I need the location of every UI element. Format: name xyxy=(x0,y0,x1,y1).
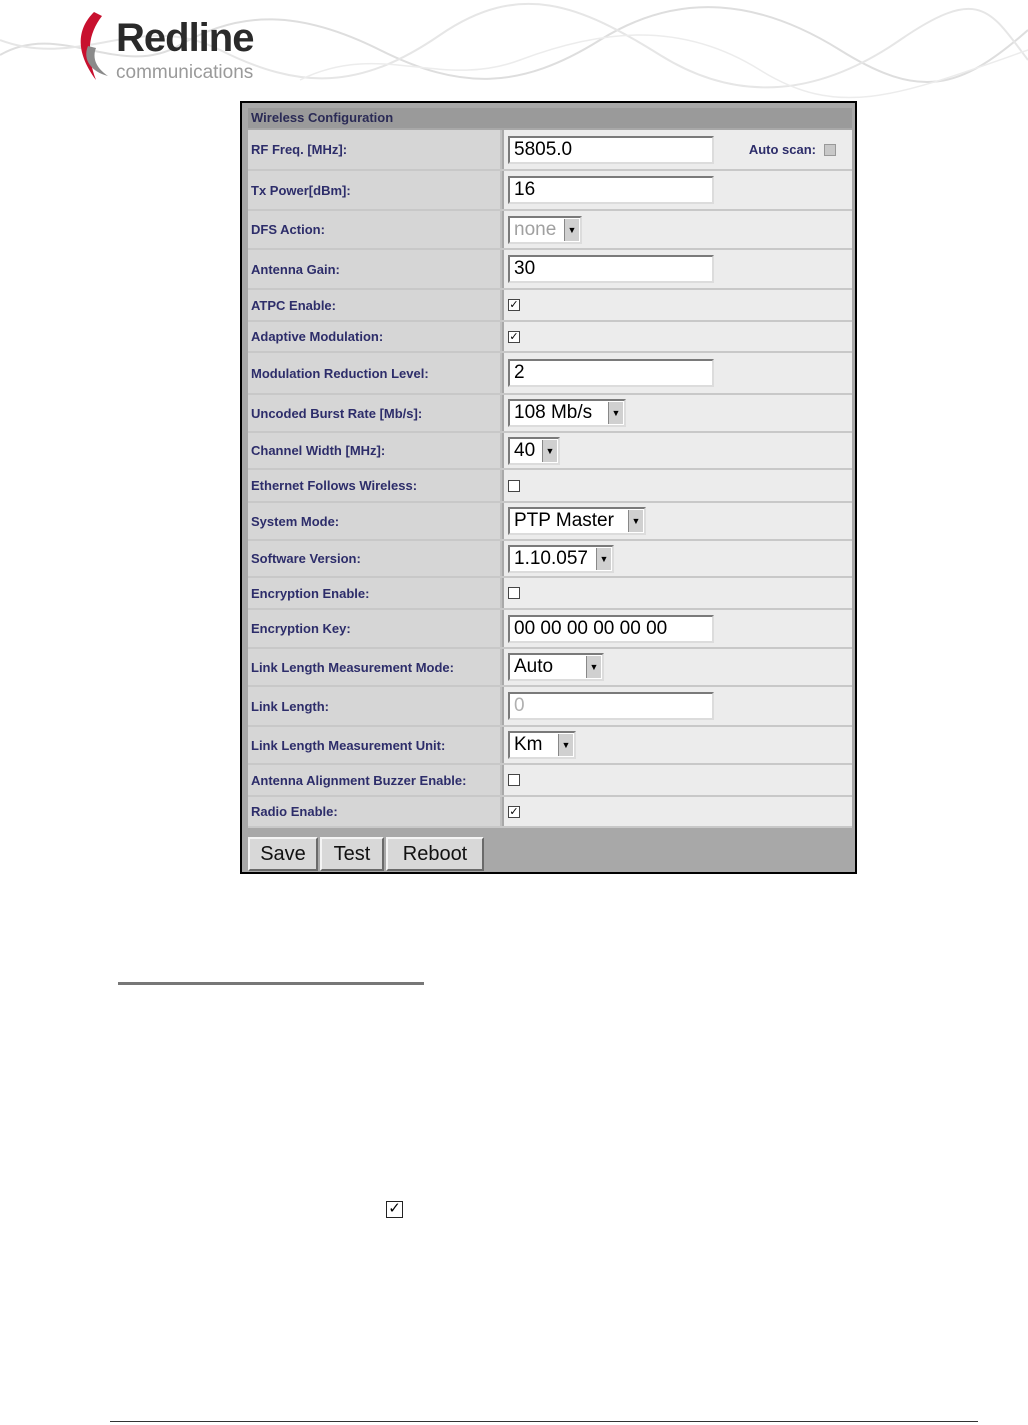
encryption-enable-checkbox[interactable] xyxy=(508,587,520,599)
config-row-antenna-gain xyxy=(248,250,852,290)
config-row-adaptive-modulation xyxy=(248,322,852,353)
config-row-modulation-reduction-level xyxy=(248,353,852,395)
channel-width-select[interactable] xyxy=(508,437,560,465)
config-row-ethernet-follows-wireless xyxy=(248,470,852,503)
field-label: Tx Power[dBm]: xyxy=(248,171,502,209)
field-value-cell xyxy=(504,649,852,685)
atpc-enable-checkbox[interactable]: ✓ xyxy=(509,299,519,311)
field-label: Radio Enable: xyxy=(248,797,502,826)
adaptive-modulation-checkbox[interactable]: ✓ xyxy=(509,330,519,343)
config-row-channel-width xyxy=(248,433,852,470)
config-row-encryption-enable xyxy=(248,578,852,610)
config-row-link-length-measurement-mode xyxy=(248,649,852,687)
field-value-cell xyxy=(504,250,852,288)
select-value: PTP Master xyxy=(514,510,614,531)
link-length-measurement-mode-select[interactable] xyxy=(508,653,604,681)
chevron-down-icon[interactable]: ▼ xyxy=(558,734,573,756)
chevron-down-icon[interactable]: ▼ xyxy=(564,219,579,241)
select-value: 108 Mb/s xyxy=(514,402,593,423)
config-row-rf-freq xyxy=(248,130,852,171)
field-label: Encryption Key: xyxy=(248,610,502,647)
config-row-link-length-measurement-unit xyxy=(248,727,852,765)
section-divider xyxy=(118,982,424,985)
brand-tagline: communications xyxy=(116,62,254,83)
redline-logo-swoosh-icon xyxy=(68,10,118,82)
field-label: Link Length Measurement Mode: xyxy=(248,649,502,685)
config-rows xyxy=(248,130,852,828)
config-row-software-version xyxy=(248,541,852,578)
field-label: Antenna Gain: xyxy=(248,250,502,288)
save-button[interactable]: Save xyxy=(248,837,318,871)
field-value-cell xyxy=(504,610,852,647)
software-version-select[interactable] xyxy=(508,545,614,573)
footer-divider xyxy=(110,1421,978,1422)
select-value: Km xyxy=(514,734,543,755)
field-label: Adaptive Modulation: xyxy=(248,322,502,351)
page-header xyxy=(0,0,1028,100)
modulation-reduction-level-input[interactable]: 2 xyxy=(508,359,714,387)
chevron-down-icon[interactable]: ▼ xyxy=(628,510,643,532)
rf-freq-input[interactable]: 5805.0 xyxy=(508,136,714,164)
uncoded-burst-rate-select[interactable] xyxy=(508,399,626,427)
select-value: 40 xyxy=(514,439,536,461)
auto-scan-checkbox[interactable] xyxy=(824,144,836,156)
tx-power-input[interactable]: 16 xyxy=(508,176,714,204)
field-value-cell xyxy=(504,395,852,431)
field-label: Link Length: xyxy=(248,687,502,725)
field-label: ATPC Enable: xyxy=(248,290,502,320)
field-label: RF Freq. [MHz]: xyxy=(248,130,502,169)
field-value-cell xyxy=(504,541,852,576)
dfs-action-select xyxy=(508,216,582,244)
field-label: Encryption Enable: xyxy=(248,578,502,608)
field-value-cell xyxy=(504,130,852,169)
field-value-cell xyxy=(504,322,852,351)
config-row-link-length xyxy=(248,687,852,727)
field-value-cell xyxy=(504,727,852,763)
link-length-measurement-unit-select[interactable] xyxy=(508,731,576,759)
button-bar xyxy=(248,837,852,869)
field-label: DFS Action: xyxy=(248,211,502,248)
radio-enable-checkbox[interactable]: ✓ xyxy=(509,805,519,818)
antenna-alignment-buzzer-enable-checkbox[interactable] xyxy=(508,774,520,786)
config-row-system-mode xyxy=(248,503,852,541)
reboot-button[interactable]: Reboot xyxy=(386,837,484,871)
chevron-down-icon[interactable]: ▼ xyxy=(586,656,601,678)
field-value-cell xyxy=(504,503,852,539)
field-label: Antenna Alignment Buzzer Enable: xyxy=(248,765,502,795)
config-row-uncoded-burst-rate xyxy=(248,395,852,433)
chevron-down-icon[interactable]: ▼ xyxy=(596,548,611,570)
brand-name: Redline xyxy=(116,16,254,60)
encryption-key-input[interactable]: 00 00 00 00 00 00 xyxy=(508,615,714,643)
field-value-cell xyxy=(504,470,852,501)
field-value-cell xyxy=(504,290,852,320)
field-value-cell xyxy=(504,765,852,795)
field-value-cell xyxy=(504,797,852,826)
panel-title: Wireless Configuration xyxy=(248,108,852,128)
antenna-gain-input[interactable]: 30 xyxy=(508,255,714,283)
field-value-cell xyxy=(504,687,852,725)
config-row-atpc-enable xyxy=(248,290,852,322)
chevron-down-icon[interactable]: ▼ xyxy=(608,402,623,424)
redline-logo xyxy=(68,10,288,82)
field-label: Modulation Reduction Level: xyxy=(248,353,502,393)
select-value: 1.10.057 xyxy=(514,547,588,569)
field-label: Software Version: xyxy=(248,541,502,576)
config-row-antenna-alignment-buzzer-enable xyxy=(248,765,852,797)
field-value-cell xyxy=(504,578,852,608)
config-row-radio-enable xyxy=(248,797,852,828)
checked-checkbox-icon: ✓ xyxy=(386,1201,403,1218)
config-row-tx-power xyxy=(248,171,852,211)
field-label: Ethernet Follows Wireless: xyxy=(248,470,502,501)
field-label: Uncoded Burst Rate [Mb/s]: xyxy=(248,395,502,431)
link-length-input: 0 xyxy=(508,692,714,720)
ethernet-follows-wireless-checkbox[interactable] xyxy=(508,480,520,492)
system-mode-select[interactable] xyxy=(508,507,646,535)
select-value: none xyxy=(514,218,557,240)
test-button[interactable]: Test xyxy=(320,837,384,871)
field-label: Channel Width [MHz]: xyxy=(248,433,502,468)
chevron-down-icon[interactable]: ▼ xyxy=(542,440,557,462)
config-row-encryption-key xyxy=(248,610,852,649)
select-value: Auto xyxy=(514,656,554,677)
field-value-cell xyxy=(504,171,852,209)
auto-scan-label: Auto scan: xyxy=(748,142,816,157)
field-label: Link Length Measurement Unit: xyxy=(248,727,502,763)
field-value-cell xyxy=(504,433,852,468)
wireless-config-panel xyxy=(240,101,857,874)
field-value-cell xyxy=(504,211,852,248)
field-value-cell xyxy=(504,353,852,393)
config-row-dfs-action xyxy=(248,211,852,250)
field-label: System Mode: xyxy=(248,503,502,539)
auto-scan-control xyxy=(749,130,836,169)
